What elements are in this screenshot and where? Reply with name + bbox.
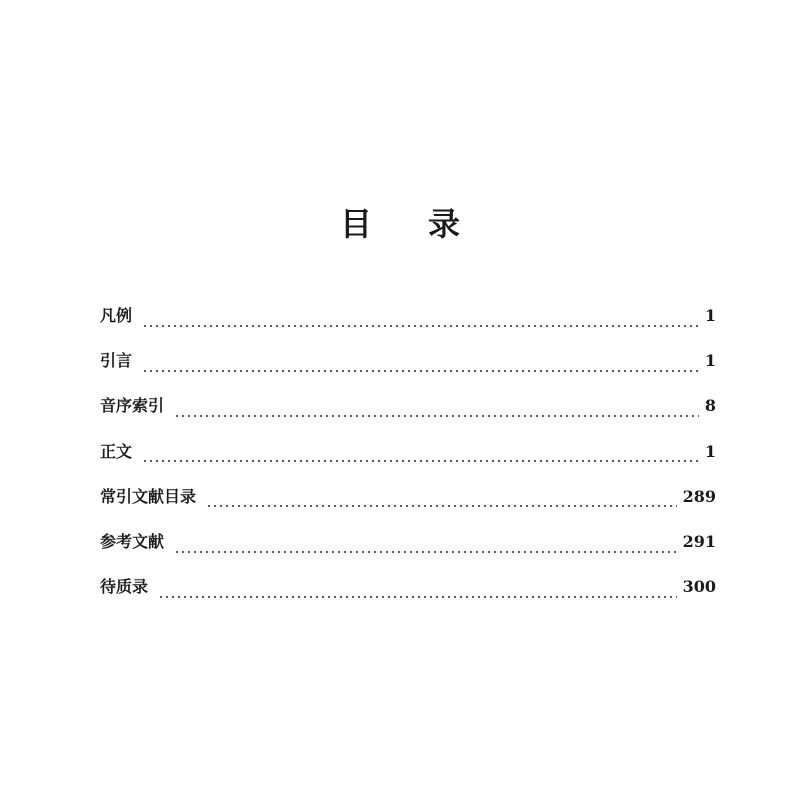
toc-entry-label: 参考文献 <box>100 531 165 551</box>
toc-entry-yinyan[interactable] <box>100 346 716 391</box>
dot-leader <box>158 596 677 598</box>
toc-entry-yinxu-suoyin[interactable] <box>100 391 716 436</box>
toc-entry-page: 289 <box>682 486 716 506</box>
toc-entry-zhengwen[interactable] <box>100 437 716 482</box>
dot-leader <box>142 370 699 372</box>
toc-entry-daizhi-lu[interactable] <box>100 572 716 617</box>
toc-entry-page: 1 <box>704 441 716 461</box>
dot-leader <box>206 505 677 507</box>
table-of-contents <box>100 301 716 617</box>
toc-entry-page: 1 <box>704 306 716 325</box>
dot-leader <box>174 415 699 417</box>
toc-entry-changyin-wenxian[interactable] <box>100 482 716 527</box>
toc-entry-page: 291 <box>682 531 716 551</box>
toc-entry-page: 300 <box>682 577 716 597</box>
toc-entry-cankao-wenxian[interactable] <box>100 527 716 572</box>
toc-entry-page: 1 <box>704 351 716 371</box>
toc-entry-label: 引言 <box>100 351 133 371</box>
page-title-char-1: 目 <box>339 205 372 243</box>
toc-entry-label: 正文 <box>100 441 133 461</box>
toc-entry-label: 常引文献目录 <box>100 486 197 506</box>
toc-entry-label: 待质录 <box>100 577 149 597</box>
dot-leader <box>142 325 699 327</box>
toc-entry-label: 凡例 <box>100 306 133 325</box>
toc-entry-page: 8 <box>704 396 716 416</box>
toc-entry-label: 音序索引 <box>100 396 165 416</box>
dot-leader <box>174 551 677 553</box>
dot-leader <box>142 460 699 462</box>
page-title-char-2: 录 <box>428 205 461 243</box>
toc-entry-fanli[interactable] <box>100 301 716 346</box>
page-title <box>0 196 800 252</box>
